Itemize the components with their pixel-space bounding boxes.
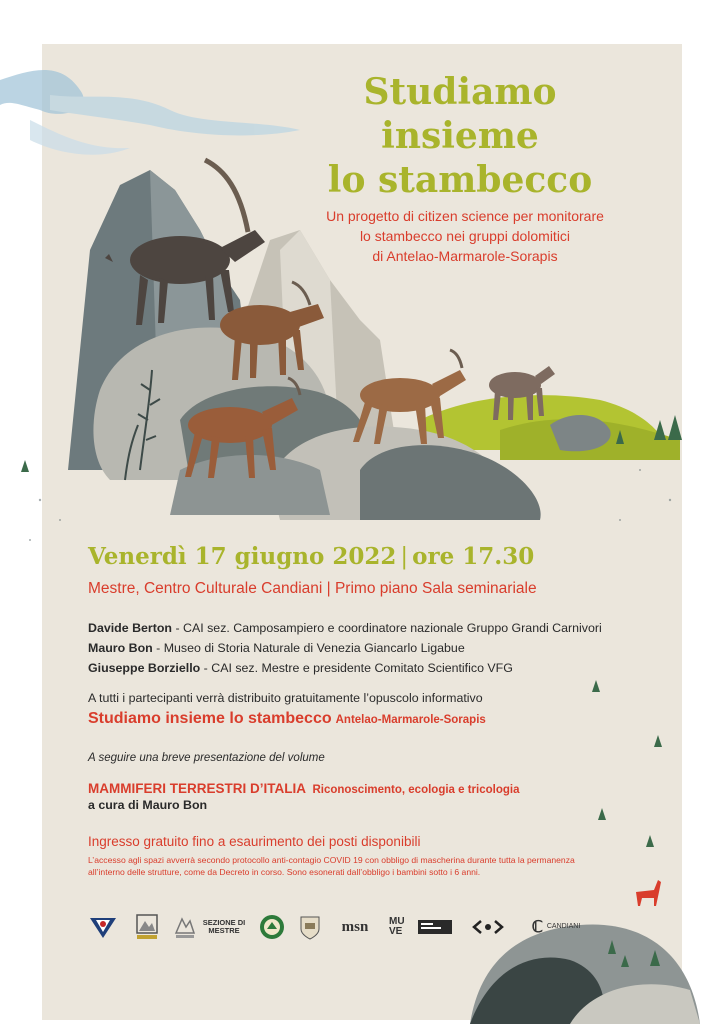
museum-strip-logo xyxy=(418,910,452,944)
volume-title: MAMMIFERI TERRESTRI D’ITALIA xyxy=(88,781,306,796)
subtitle-line-3: di Antelao-Marmarole-Sorapis xyxy=(372,248,558,264)
poster-subtitle xyxy=(250,206,680,266)
msn-label: msn xyxy=(341,918,369,935)
volume-title-line xyxy=(88,780,668,798)
watercolor-splash xyxy=(0,70,300,155)
poster-title xyxy=(260,70,660,202)
cai-sezione-mestre-logo xyxy=(202,910,246,944)
subtitle-line-1: Un progetto di citizen science per monitorare xyxy=(326,208,604,224)
cai-gruppo-logo xyxy=(174,910,196,944)
speaker-name: Mauro Bon xyxy=(88,641,153,655)
speaker-name: Davide Berton xyxy=(88,621,172,635)
sponsor-logos xyxy=(86,910,606,946)
circle-emblem-logo xyxy=(258,910,286,944)
covid-note: L’accesso agli spazi avverrà secondo protocollo anti-contagio COVID 19 con obbligo di mascherina durante tutta la permanenza all’interno delle strutture, come da Decreto in corso. Sono esonerati dall’obbligo i bambini sotto i 6 anni. xyxy=(88,855,575,877)
speaker-role: - Museo di Storia Naturale di Venezia Giancarlo Ligabue xyxy=(152,641,465,655)
speaker-role: - CAI sez. Camposampiero e coordinatore nazionale Gruppo Grandi Carnivori xyxy=(172,621,602,635)
subtitle-line-2: lo stambecco nei gruppi dolomitici xyxy=(359,228,571,244)
candiani-mark: ℂ xyxy=(531,919,543,936)
volume-subtitle: Riconoscimento, ecologia e tricologia xyxy=(312,784,520,796)
msn-logo xyxy=(338,910,372,944)
cai-sezione-mestre-label: SEZIONE DI MESTRE xyxy=(202,918,246,935)
candiani-label: CANDIANI xyxy=(546,923,581,930)
event-date-time xyxy=(88,543,668,570)
booklet-subtitle: Antelao-Marmarole-Sorapis xyxy=(335,714,486,726)
cc-logo xyxy=(470,910,506,944)
muve-logo xyxy=(386,910,416,944)
speakers-list xyxy=(88,618,688,678)
event-date: Venerdì 17 giugno 2022 xyxy=(88,543,397,570)
event-venue: Mestre, Centro Culturale Candiani | Primo piano Sala seminariale xyxy=(88,580,537,597)
booklet-intro: A tutti i partecipanti verrà distribuito gratuitamente l’opuscolo informativo xyxy=(88,691,483,705)
event-time: ore 17.30 xyxy=(412,543,535,570)
volume-curator: a cura di Mauro Bon xyxy=(88,798,208,812)
speaker-row xyxy=(88,658,688,678)
speaker-row xyxy=(88,618,688,638)
booklet-title: Studiamo insieme lo stambecco xyxy=(88,710,332,727)
muve-label: MU VE xyxy=(389,916,405,937)
red-ibex-small xyxy=(636,880,661,906)
candiani-logo xyxy=(526,910,586,944)
entry-headline: Ingresso gratuito fino a esaurimento dei posti disponibili xyxy=(88,834,421,849)
date-separator: | xyxy=(400,544,409,570)
cai-logo xyxy=(86,910,120,944)
title-line-1: Studiamo xyxy=(363,71,557,113)
title-line-2: insieme xyxy=(381,115,539,157)
booklet-title-line xyxy=(88,710,668,728)
cai-veneto-logo xyxy=(134,910,160,944)
title-line-3: lo stambecco xyxy=(327,159,593,201)
venezia-crest-logo xyxy=(298,910,322,944)
speaker-name: Giuseppe Borziello xyxy=(88,661,201,675)
speaker-row xyxy=(88,638,688,658)
speaker-role: - CAI sez. Mestre e presidente Comitato Scientifico VFG xyxy=(200,661,513,675)
volume-intro: A seguire una breve presentazione del volume xyxy=(88,752,325,764)
